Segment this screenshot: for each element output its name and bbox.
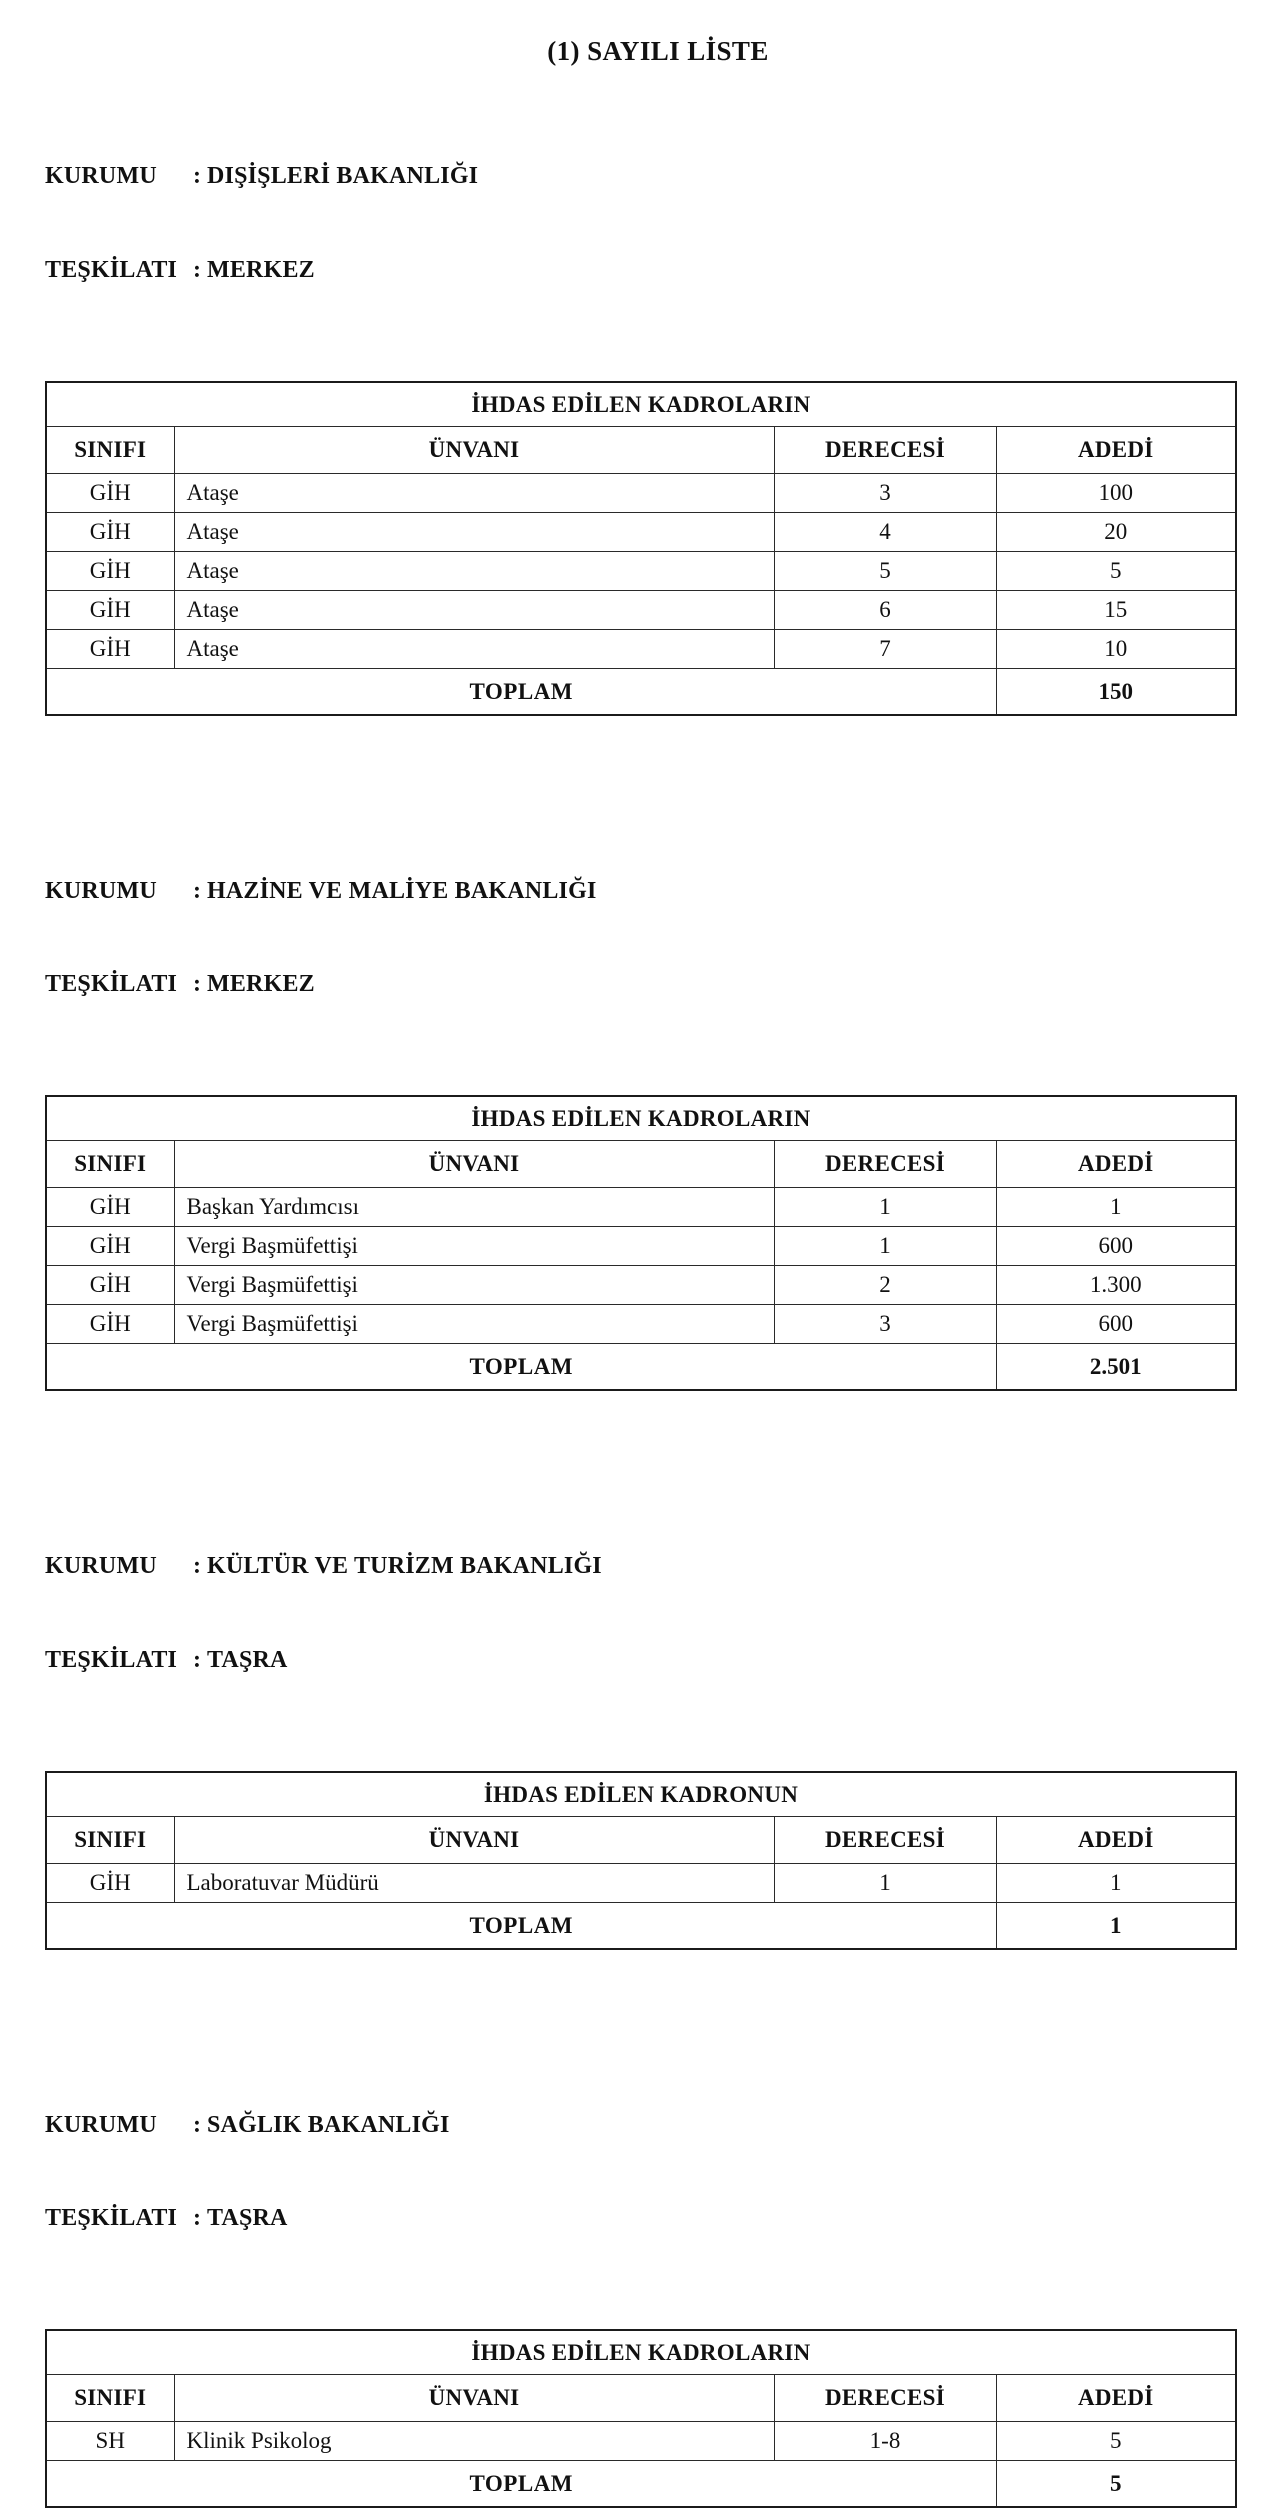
meta-row-kurumu bbox=[45, 161, 1235, 192]
banner-cell: İHDAS EDİLEN KADROLARIN bbox=[46, 1096, 1236, 1141]
cell-unvani: Ataşe bbox=[174, 551, 774, 590]
meta-row-kurumu bbox=[45, 876, 1235, 907]
cell-sinifi: GİH bbox=[46, 512, 174, 551]
table-total-row bbox=[46, 668, 1236, 715]
table-total-row bbox=[46, 1344, 1236, 1391]
cell-derecesi: 7 bbox=[774, 629, 996, 668]
section-hazine-maliye bbox=[45, 814, 1235, 1392]
cell-derecesi: 2 bbox=[774, 1266, 996, 1305]
table-row bbox=[46, 512, 1236, 551]
cell-derecesi: 3 bbox=[774, 473, 996, 512]
table-header-row bbox=[46, 426, 1236, 473]
kadro-table bbox=[45, 1771, 1237, 1950]
meta-label-teskilati: TEŞKİLATI bbox=[45, 1645, 193, 1676]
cell-adedi: 20 bbox=[996, 512, 1236, 551]
meta-colon: : bbox=[193, 876, 207, 907]
cell-unvani: Vergi Başmüfettişi bbox=[174, 1266, 774, 1305]
column-header-sinifi: SINIFI bbox=[46, 1816, 174, 1863]
section-meta bbox=[45, 1489, 1235, 1739]
meta-value-kurumu: DIŞİŞLERİ BAKANLIĞI bbox=[207, 161, 478, 192]
table-row bbox=[46, 1266, 1236, 1305]
total-value: 1 bbox=[996, 1902, 1236, 1949]
total-value: 150 bbox=[996, 668, 1236, 715]
meta-colon: : bbox=[193, 2203, 207, 2234]
banner-cell: İHDAS EDİLEN KADROLARIN bbox=[46, 2330, 1236, 2375]
section-meta bbox=[45, 2048, 1235, 2298]
banner-cell: İHDAS EDİLEN KADROLARIN bbox=[46, 382, 1236, 427]
column-header-sinifi: SINIFI bbox=[46, 426, 174, 473]
cell-unvani: Başkan Yardımcısı bbox=[174, 1188, 774, 1227]
column-header-adedi: ADEDİ bbox=[996, 1816, 1236, 1863]
cell-unvani: Ataşe bbox=[174, 590, 774, 629]
meta-label-teskilati: TEŞKİLATI bbox=[45, 969, 193, 1000]
meta-row-teskilati bbox=[45, 969, 1235, 1000]
meta-label-teskilati: TEŞKİLATI bbox=[45, 255, 193, 286]
meta-colon: : bbox=[193, 1551, 207, 1582]
column-header-sinifi: SINIFI bbox=[46, 2375, 174, 2422]
cell-derecesi: 1 bbox=[774, 1188, 996, 1227]
cell-unvani: Ataşe bbox=[174, 473, 774, 512]
cell-unvani: Ataşe bbox=[174, 512, 774, 551]
table-total-row bbox=[46, 2461, 1236, 2508]
table-header-row bbox=[46, 2375, 1236, 2422]
cell-sinifi: GİH bbox=[46, 629, 174, 668]
column-header-unvani: ÜNVANI bbox=[174, 1816, 774, 1863]
meta-colon: : bbox=[193, 161, 207, 192]
section-meta bbox=[45, 99, 1235, 349]
cell-derecesi: 3 bbox=[774, 1305, 996, 1344]
cell-derecesi: 1 bbox=[774, 1227, 996, 1266]
meta-row-teskilati bbox=[45, 2203, 1235, 2234]
column-header-sinifi: SINIFI bbox=[46, 1141, 174, 1188]
meta-value-teskilati: TAŞRA bbox=[207, 2203, 288, 2234]
total-label: TOPLAM bbox=[46, 1344, 996, 1391]
table-row bbox=[46, 1305, 1236, 1344]
cell-sinifi: SH bbox=[46, 2422, 174, 2461]
meta-value-kurumu: HAZİNE VE MALİYE BAKANLIĞI bbox=[207, 876, 597, 907]
table-row bbox=[46, 1863, 1236, 1902]
meta-value-teskilati: TAŞRA bbox=[207, 1645, 288, 1676]
column-header-adedi: ADEDİ bbox=[996, 2375, 1236, 2422]
kadro-table bbox=[45, 2329, 1237, 2508]
column-header-adedi: ADEDİ bbox=[996, 426, 1236, 473]
page-title: (1) SAYILI LİSTE bbox=[81, 0, 1235, 69]
cell-unvani: Ataşe bbox=[174, 629, 774, 668]
meta-value-kurumu: KÜLTÜR VE TURİZM BAKANLIĞI bbox=[207, 1551, 602, 1582]
cell-unvani: Klinik Psikolog bbox=[174, 2422, 774, 2461]
table-row bbox=[46, 1188, 1236, 1227]
cell-derecesi: 1-8 bbox=[774, 2422, 996, 2461]
kadro-table bbox=[45, 381, 1237, 716]
meta-label-kurumu: KURUMU bbox=[45, 1551, 193, 1582]
cell-adedi: 600 bbox=[996, 1305, 1236, 1344]
meta-row-kurumu bbox=[45, 1551, 1235, 1582]
cell-sinifi: GİH bbox=[46, 1863, 174, 1902]
table-row bbox=[46, 473, 1236, 512]
total-value: 5 bbox=[996, 2461, 1236, 2508]
cell-unvani: Vergi Başmüfettişi bbox=[174, 1227, 774, 1266]
cell-adedi: 15 bbox=[996, 590, 1236, 629]
cell-adedi: 1.300 bbox=[996, 1266, 1236, 1305]
cell-adedi: 10 bbox=[996, 629, 1236, 668]
table-total-row bbox=[46, 1902, 1236, 1949]
total-value: 2.501 bbox=[996, 1344, 1236, 1391]
cell-unvani: Laboratuvar Müdürü bbox=[174, 1863, 774, 1902]
meta-colon: : bbox=[193, 969, 207, 1000]
section-kultur-turizm bbox=[45, 1489, 1235, 1950]
cell-derecesi: 5 bbox=[774, 551, 996, 590]
section-meta bbox=[45, 814, 1235, 1064]
cell-adedi: 100 bbox=[996, 473, 1236, 512]
cell-sinifi: GİH bbox=[46, 1305, 174, 1344]
cell-adedi: 5 bbox=[996, 551, 1236, 590]
meta-row-kurumu bbox=[45, 2110, 1235, 2141]
cell-unvani: Vergi Başmüfettişi bbox=[174, 1305, 774, 1344]
table-header-row bbox=[46, 1816, 1236, 1863]
cell-sinifi: GİH bbox=[46, 551, 174, 590]
column-header-derecesi: DERECESİ bbox=[774, 2375, 996, 2422]
meta-value-teskilati: MERKEZ bbox=[207, 255, 315, 286]
column-header-unvani: ÜNVANI bbox=[174, 2375, 774, 2422]
meta-row-teskilati bbox=[45, 1645, 1235, 1676]
table-banner-row bbox=[46, 1096, 1236, 1141]
column-header-derecesi: DERECESİ bbox=[774, 1141, 996, 1188]
cell-derecesi: 4 bbox=[774, 512, 996, 551]
kadro-table bbox=[45, 1095, 1237, 1391]
meta-label-kurumu: KURUMU bbox=[45, 2110, 193, 2141]
column-header-unvani: ÜNVANI bbox=[174, 426, 774, 473]
column-header-unvani: ÜNVANI bbox=[174, 1141, 774, 1188]
total-label: TOPLAM bbox=[46, 1902, 996, 1949]
column-header-derecesi: DERECESİ bbox=[774, 426, 996, 473]
column-header-derecesi: DERECESİ bbox=[774, 1816, 996, 1863]
cell-derecesi: 6 bbox=[774, 590, 996, 629]
cell-sinifi: GİH bbox=[46, 1266, 174, 1305]
total-label: TOPLAM bbox=[46, 2461, 996, 2508]
table-banner-row bbox=[46, 382, 1236, 427]
meta-row-teskilati bbox=[45, 255, 1235, 286]
table-row bbox=[46, 2422, 1236, 2461]
meta-label-kurumu: KURUMU bbox=[45, 161, 193, 192]
column-header-adedi: ADEDİ bbox=[996, 1141, 1236, 1188]
table-row bbox=[46, 590, 1236, 629]
cell-adedi: 5 bbox=[996, 2422, 1236, 2461]
cell-sinifi: GİH bbox=[46, 1227, 174, 1266]
table-row bbox=[46, 551, 1236, 590]
cell-derecesi: 1 bbox=[774, 1863, 996, 1902]
meta-colon: : bbox=[193, 2110, 207, 2141]
meta-label-teskilati: TEŞKİLATI bbox=[45, 2203, 193, 2234]
meta-colon: : bbox=[193, 1645, 207, 1676]
table-banner-row bbox=[46, 1772, 1236, 1817]
table-row bbox=[46, 1227, 1236, 1266]
total-label: TOPLAM bbox=[46, 668, 996, 715]
cell-sinifi: GİH bbox=[46, 590, 174, 629]
meta-label-kurumu: KURUMU bbox=[45, 876, 193, 907]
meta-value-teskilati: MERKEZ bbox=[207, 969, 315, 1000]
table-header-row bbox=[46, 1141, 1236, 1188]
banner-cell: İHDAS EDİLEN KADRONUN bbox=[46, 1772, 1236, 1817]
cell-adedi: 1 bbox=[996, 1863, 1236, 1902]
section-disisleri bbox=[45, 99, 1235, 716]
cell-adedi: 600 bbox=[996, 1227, 1236, 1266]
table-banner-row bbox=[46, 2330, 1236, 2375]
cell-sinifi: GİH bbox=[46, 473, 174, 512]
cell-sinifi: GİH bbox=[46, 1188, 174, 1227]
meta-colon: : bbox=[193, 255, 207, 286]
cell-adedi: 1 bbox=[996, 1188, 1236, 1227]
table-row bbox=[46, 629, 1236, 668]
section-saglik bbox=[45, 2048, 1235, 2508]
meta-value-kurumu: SAĞLIK BAKANLIĞI bbox=[207, 2110, 450, 2141]
